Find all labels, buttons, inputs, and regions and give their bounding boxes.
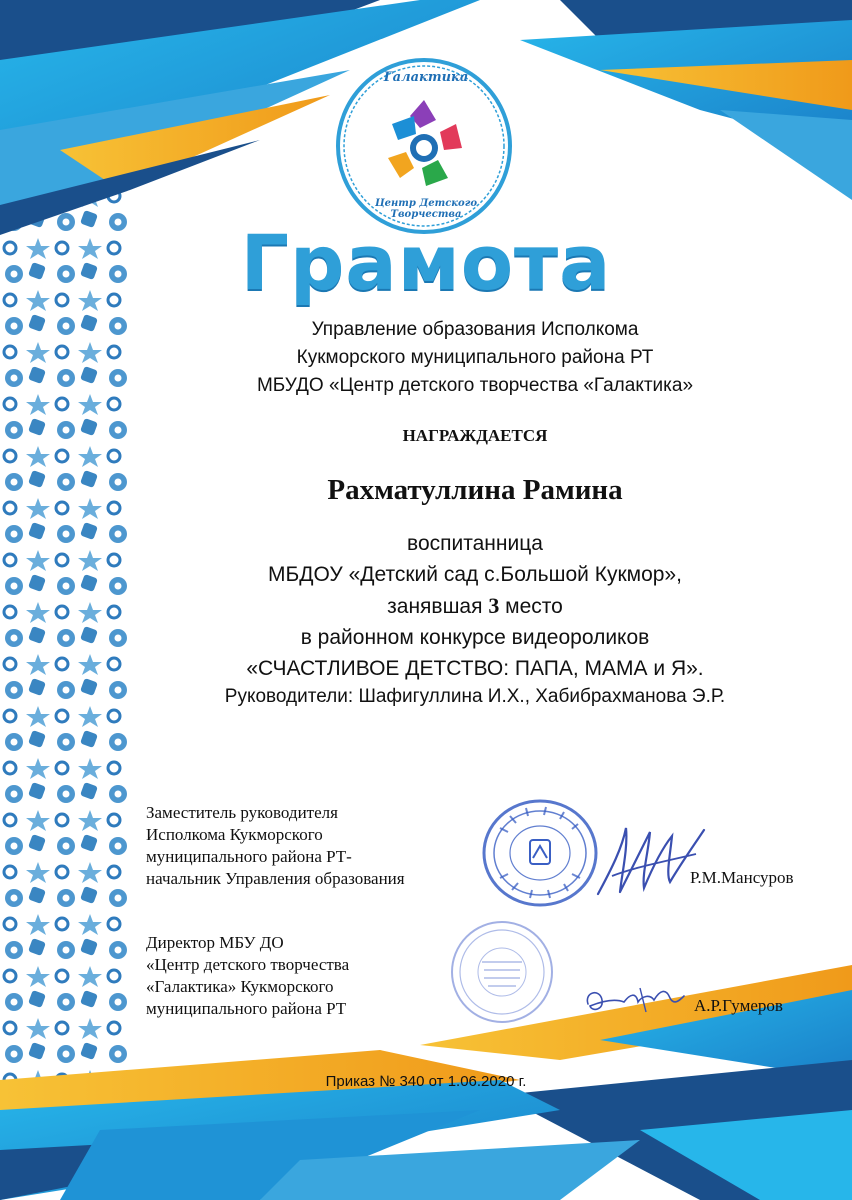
signatory-2-position-line: Директор МБУ ДО	[146, 933, 284, 952]
recipient-name: Рахматуллина Рамина	[327, 474, 623, 506]
signatory-1-position-line: начальник Управления образования	[146, 869, 405, 888]
order-reference: Приказ № 340 от 1.06.2020 г.	[325, 1073, 527, 1090]
signatory-1-position	[146, 802, 405, 890]
recipient-role: воспитанница	[407, 532, 543, 555]
recipient-institution: МБДОУ «Детский сад с.Большой Кукмор»,	[268, 563, 682, 586]
contest-line: в районном конкурсе видеороликов	[300, 626, 650, 649]
leaders-line: Руководители: Шафигуллина И.Х., Хабибрахманова Э.Р.	[224, 686, 726, 707]
official-stamp-1	[480, 798, 600, 908]
organization-line-2: Кукморского муниципального района РТ	[296, 347, 654, 368]
award-label: НАГРАЖДАЕТСЯ	[402, 426, 548, 445]
signature-1	[592, 818, 712, 904]
place-line	[140, 590, 810, 622]
signatory-2-name: А.Р.Гумеров	[694, 996, 783, 1015]
logo-bottom-text: Центр Детского Творчества	[374, 198, 478, 220]
signatory-2-position-line: «Галактика» Кукморского	[146, 977, 334, 996]
signatory-1-position-line: муниципального района РТ-	[146, 847, 352, 866]
signature-2	[580, 982, 690, 1022]
place-prefix: занявшая	[387, 595, 483, 618]
signatory-2-position	[146, 932, 349, 1020]
signatory-1-position-line: Заместитель руководителя	[146, 803, 338, 822]
signatory-1-position-line: Исполкома Кукморского	[146, 825, 323, 844]
contest-name: «СЧАСТЛИВОЕ ДЕТСТВО: ПАПА, МАМА и Я».	[246, 657, 704, 680]
place-number: 3	[488, 593, 500, 618]
certificate-title: Грамота	[240, 218, 612, 307]
signatory-2-position-line: муниципального района РТ	[146, 999, 347, 1018]
organization-line-3: МБУДО «Центр детского творчества «Галактика»	[256, 375, 694, 396]
signatory-1-name: Р.М.Мансуров	[690, 868, 794, 887]
official-stamp-2	[446, 918, 558, 1026]
organization-block	[150, 316, 800, 400]
award-body	[140, 528, 810, 684]
place-suffix: место	[505, 595, 563, 618]
organization-line-1: Управление образования Исполкома	[311, 319, 639, 340]
signatory-2-position-line: «Центр детского творчества	[146, 955, 350, 974]
logo-top-text: Галактика	[383, 70, 469, 85]
